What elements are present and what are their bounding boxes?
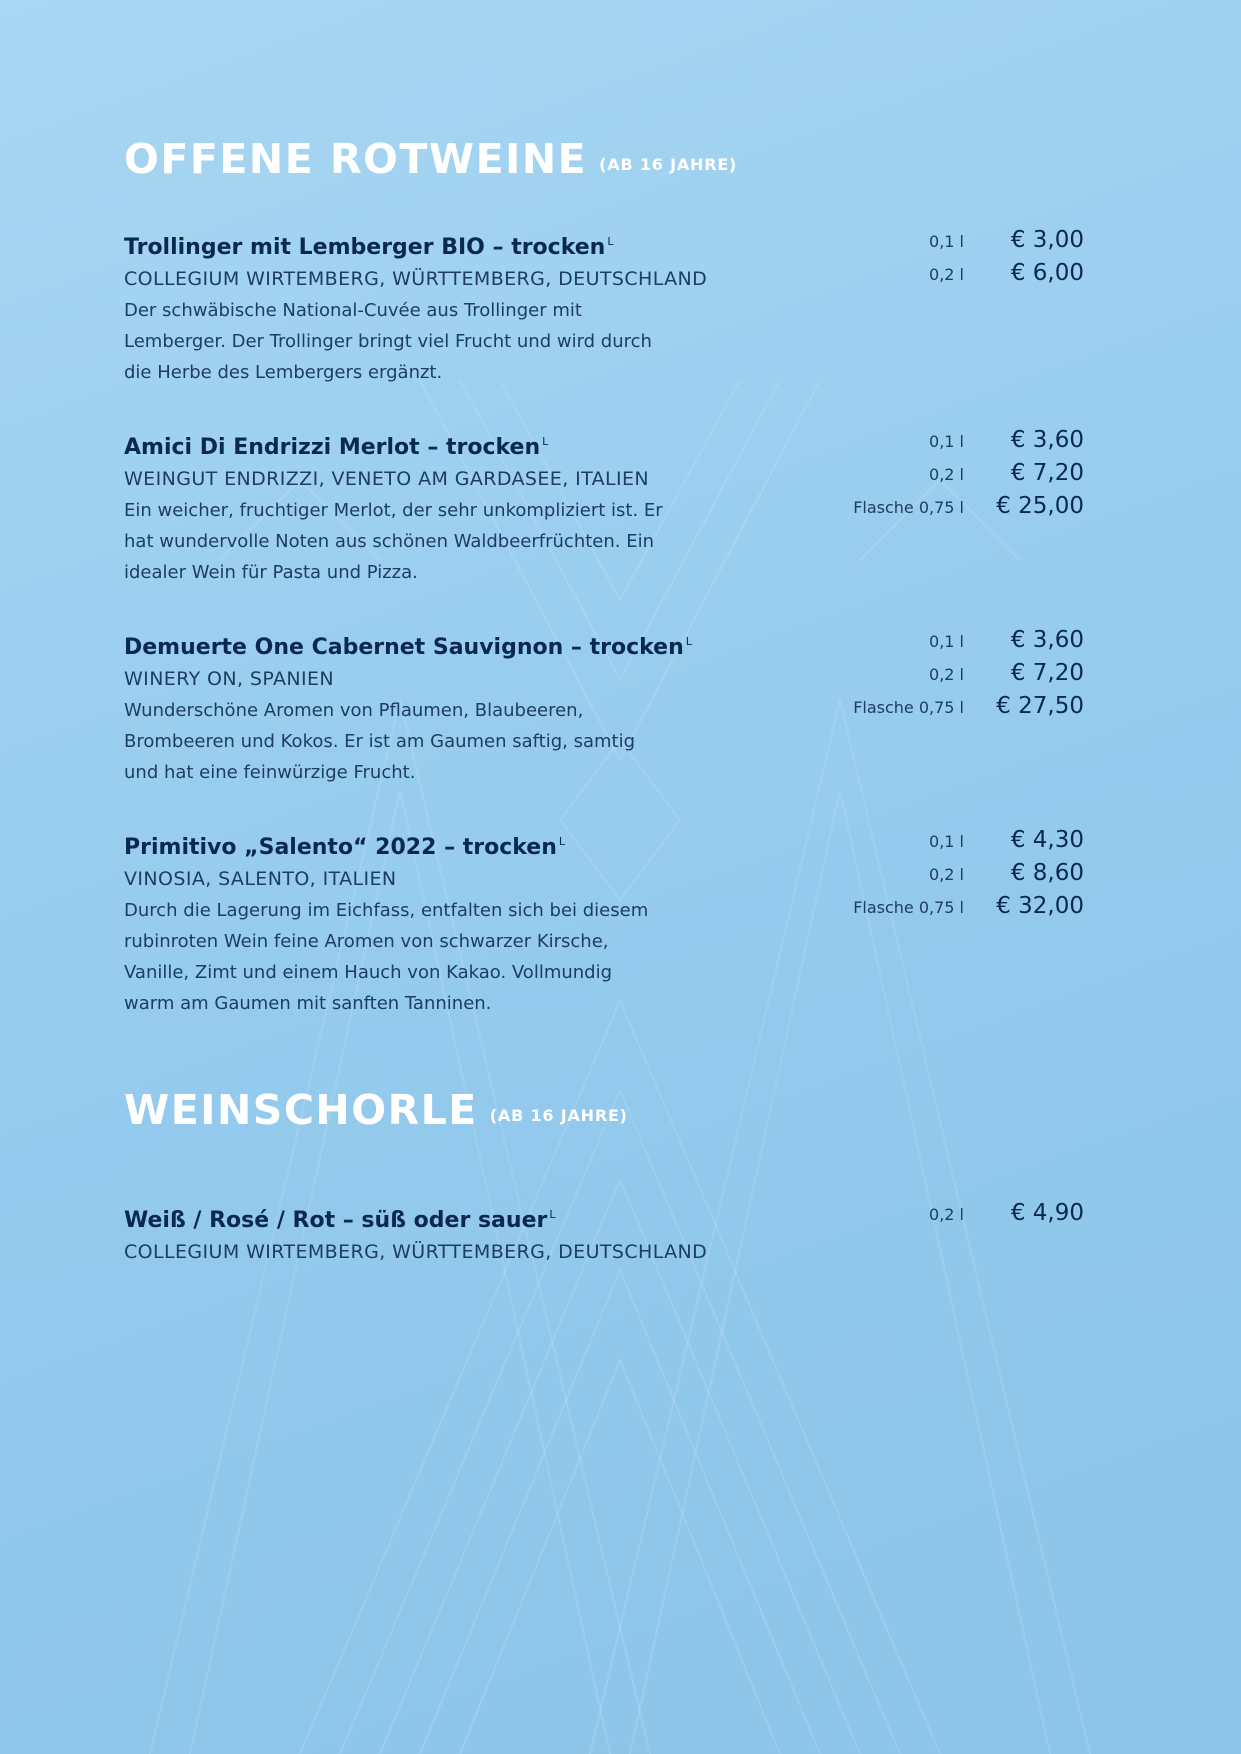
price: € 8,60 [1010, 860, 1084, 886]
price-row [784, 427, 1084, 460]
quantity: 0,2 l [929, 1205, 964, 1224]
age-note: (AB 16 JAHRE) [599, 155, 738, 174]
price-row [784, 227, 1084, 260]
allergen-mark: L [607, 235, 614, 248]
section-title-weinschorle [124, 1086, 628, 1134]
wine-item [124, 426, 1084, 588]
price: € 3,60 [1010, 627, 1084, 653]
wine-description: Ein weicher, fruchtiger Merlot, der sehr unkompliziert ist. Er hat wundervolle Noten aus schönen Waldbeerfrüchten. Ein idealer Wein für Pasta und Pizza. [124, 500, 663, 583]
wine-description: Wunderschöne Aromen von Pflaumen, Blaubeeren, Brombeeren und Kokos. Er ist am Gaumen saftig, samtig und hat eine feinwürzige Frucht. [124, 700, 636, 783]
price-row [784, 260, 1084, 293]
wine-description: Der schwäbische National-Cuvée aus Trollinger mit Lemberger. Der Trollinger bringt viel Frucht und wird durch die Herbe des Lembergers ergänzt. [124, 300, 652, 383]
price-row [784, 693, 1084, 726]
price-row [784, 860, 1084, 893]
allergen-mark: L [558, 835, 566, 848]
price: € 7,20 [1010, 660, 1084, 686]
section-title-text: OFFENE ROTWEINE [124, 135, 588, 183]
price-list [784, 626, 1084, 726]
allergen-mark: L [542, 435, 549, 448]
price: € 25,00 [996, 493, 1084, 519]
age-note: (AB 16 JAHRE) [489, 1106, 628, 1125]
wine-producer: COLLEGIUM WIRTEMBERG, WÜRTTEMBERG, DEUTSCHLAND [124, 268, 708, 290]
quantity: 0,1 l [929, 632, 964, 651]
wine-description: Durch die Lagerung im Eichfass, entfalten sich bei diesem rubinroten Wein feine Aromen von schwarzer Kirsche, Vanille, Zimt und einem Hauch von Kakao. Vollmundig warm am Gaumen mit sanften Tanninen. [124, 900, 649, 1014]
wine-item [124, 626, 1084, 788]
price-row [784, 627, 1084, 660]
wine-producer: WINERY ON, SPANIEN [124, 668, 335, 690]
section-title-text: WEINSCHORLE [124, 1086, 478, 1134]
quantity: 0,1 l [929, 832, 964, 851]
price: € 3,00 [1010, 227, 1084, 253]
wine-name-text: Primitivo „Salento“ 2022 – trocken [124, 835, 557, 860]
wine-name-text: Weiß / Rosé / Rot – süß oder sauer [124, 1208, 548, 1233]
wine-name-text: Demuerte One Cabernet Sauvignon – trocken [124, 635, 684, 660]
quantity: 0,2 l [929, 465, 964, 484]
wine-producer: WEINGUT ENDRIZZI, VENETO AM GARDASEE, ITALIEN [124, 468, 650, 490]
price-row [784, 827, 1084, 860]
price: € 7,20 [1010, 460, 1084, 486]
quantity: 0,1 l [929, 432, 964, 451]
wine-producer: VINOSIA, SALENTO, ITALIEN [124, 868, 397, 890]
price-list [784, 426, 1084, 526]
price-list [784, 226, 1084, 293]
wine-item [124, 1199, 1084, 1268]
price-row [784, 493, 1084, 526]
price: € 4,30 [1010, 827, 1084, 853]
quantity: 0,2 l [929, 665, 964, 684]
quantity: 0,2 l [929, 865, 964, 884]
wine-item [124, 826, 1084, 1019]
quantity: 0,2 l [929, 265, 964, 284]
allergen-mark: L [685, 635, 692, 648]
price: € 4,90 [1010, 1200, 1084, 1226]
wine-name-text: Amici Di Endrizzi Merlot – trocken [124, 435, 541, 460]
wine-item [124, 226, 1084, 388]
price: € 3,60 [1010, 427, 1084, 453]
price-list [784, 1199, 1084, 1233]
price-list [784, 826, 1084, 926]
price-row [784, 660, 1084, 693]
price-row [784, 893, 1084, 926]
section-title-offene-rotweine [124, 135, 738, 183]
quantity: 0,1 l [929, 232, 964, 251]
allergen-mark: L [549, 1208, 556, 1221]
wine-name-text: Trollinger mit Lemberger BIO – trocken [124, 235, 606, 260]
quantity: Flasche 0,75 l [853, 498, 964, 517]
price: € 32,00 [996, 893, 1084, 919]
price-row [784, 1200, 1084, 1233]
wine-producer: COLLEGIUM WIRTEMBERG, WÜRTTEMBERG, DEUTSCHLAND [124, 1241, 708, 1263]
price-row [784, 460, 1084, 493]
quantity: Flasche 0,75 l [853, 898, 964, 917]
quantity: Flasche 0,75 l [853, 698, 964, 717]
price: € 6,00 [1010, 260, 1084, 286]
price: € 27,50 [996, 693, 1084, 719]
